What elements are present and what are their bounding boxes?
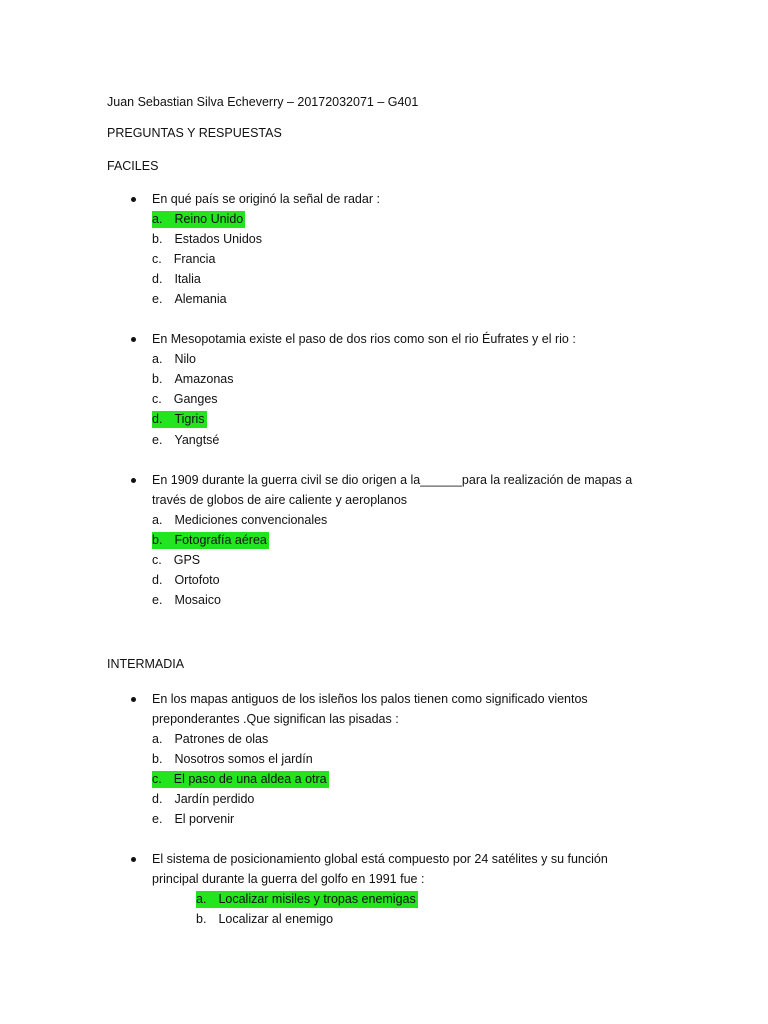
correct-answer-highlight [152, 411, 207, 428]
option-text: Francia [173, 252, 216, 266]
option-text: Localizar al enemigo [218, 912, 334, 926]
option-text: Mosaico [174, 593, 221, 607]
option-text: Reino Unido [174, 212, 244, 226]
option-letter: d. [152, 272, 163, 286]
option-letter: d. [152, 792, 163, 806]
option-letter: c. [152, 553, 162, 567]
answer-option [152, 231, 262, 247]
option-text: Alemania [174, 292, 227, 306]
question-text: En qué país se originó la señal de radar : [152, 192, 380, 206]
option-letter: b. [152, 232, 163, 246]
option-letter: a. [152, 352, 163, 366]
answer-option [152, 532, 269, 549]
option-letter: e. [152, 433, 163, 447]
answer-option [152, 271, 201, 287]
option-text: Nosotros somos el jardín [174, 752, 313, 766]
option-text: Ortofoto [174, 573, 220, 587]
section-heading-intermediate: INTERMADIA [107, 657, 185, 671]
option-text: Patrones de olas [174, 732, 269, 746]
question-text-continued: principal durante la guerra del golfo en 1991 fue : [152, 872, 425, 886]
answer-option [152, 572, 220, 588]
option-letter: e. [152, 292, 163, 306]
option-text: Jardín perdido [174, 792, 255, 806]
option-letter: c. [152, 392, 162, 406]
correct-answer-highlight [196, 891, 418, 908]
option-text: Nilo [174, 352, 196, 366]
option-letter: b. [152, 752, 163, 766]
question-text: El sistema de posicionamiento global está compuesto por 24 satélites y su función [152, 852, 608, 866]
option-text: Yangtsé [174, 433, 220, 447]
option-letter: c. [152, 252, 162, 266]
question-text-continued: través de globos de aire caliente y aeroplanos [152, 493, 408, 507]
bullet-icon [131, 857, 136, 862]
bullet-icon [131, 337, 136, 342]
option-text: Amazonas [174, 372, 234, 386]
option-text: El porvenir [174, 812, 235, 826]
option-text: Fotografía aérea [174, 533, 267, 547]
option-text: Ganges [173, 392, 218, 406]
question-text: En Mesopotamia existe el paso de dos rios como son el rio Éufrates y el rio : [152, 332, 576, 346]
option-letter: a. [152, 212, 163, 226]
option-letter: c. [152, 772, 162, 786]
correct-answer-highlight [152, 771, 329, 788]
option-letter: b. [152, 372, 163, 386]
answer-option [152, 731, 268, 747]
bullet-icon [131, 478, 136, 483]
answer-option [152, 411, 207, 428]
answer-option [152, 251, 215, 267]
answer-option [196, 911, 333, 927]
question-text: En 1909 durante la guerra civil se dio origen a la______para la realización de mapas a [152, 473, 633, 487]
correct-answer-highlight [152, 211, 245, 228]
option-letter: a. [152, 513, 163, 527]
document-title: PREGUNTAS Y RESPUESTAS [107, 126, 282, 140]
answer-option [152, 771, 329, 788]
section-heading-easy: FACILES [107, 159, 159, 173]
option-text: Mediciones convencionales [174, 513, 328, 527]
answer-option [152, 291, 227, 307]
option-text: Localizar misiles y tropas enemigas [218, 892, 416, 906]
option-text: GPS [173, 553, 201, 567]
answer-option [152, 592, 221, 608]
question-text-continued: preponderantes .Que significan las pisadas : [152, 712, 399, 726]
option-letter: d. [152, 573, 163, 587]
answer-option [152, 371, 234, 387]
answer-option [152, 552, 200, 568]
bullet-icon [131, 197, 136, 202]
option-letter: b. [196, 912, 207, 926]
option-letter: e. [152, 593, 163, 607]
option-letter: b. [152, 533, 163, 547]
answer-option [152, 512, 327, 528]
correct-answer-highlight [152, 532, 269, 549]
question-text: En los mapas antiguos de los isleños los palos tienen como significado vientos [152, 692, 588, 706]
answer-option [152, 811, 234, 827]
answer-option [152, 391, 218, 407]
answer-option [152, 432, 219, 448]
option-text: El paso de una aldea a otra [173, 772, 327, 786]
answer-option [152, 211, 245, 228]
option-letter: a. [196, 892, 207, 906]
option-text: Estados Unidos [174, 232, 262, 246]
answer-option [152, 751, 313, 767]
option-letter: a. [152, 732, 163, 746]
option-text: Italia [174, 272, 201, 286]
answer-option [196, 891, 418, 908]
option-letter: d. [152, 412, 163, 426]
option-text: Tigris [174, 412, 205, 426]
author-header: Juan Sebastian Silva Echeverry – 20172032071 – G401 [107, 95, 419, 109]
option-letter: e. [152, 812, 163, 826]
answer-option [152, 791, 254, 807]
answer-option [152, 351, 196, 367]
bullet-icon [131, 697, 136, 702]
